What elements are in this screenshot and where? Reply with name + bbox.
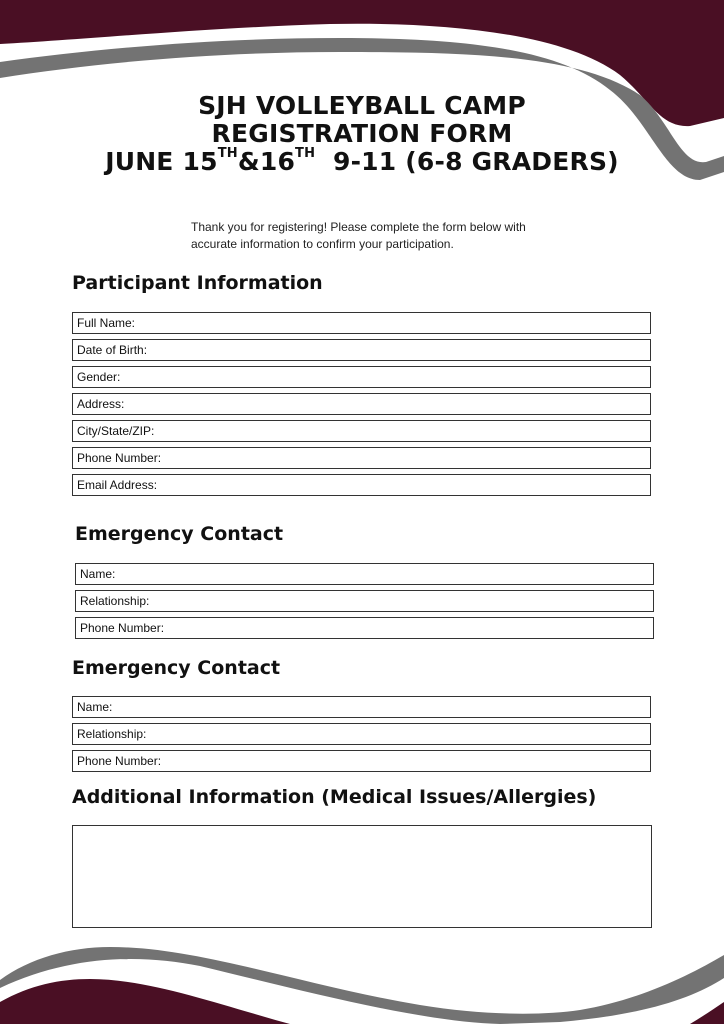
participant-field-city-state-zip[interactable]	[72, 420, 651, 442]
additional-info-heading: Additional Information (Medical Issues/Allergies)	[72, 786, 597, 808]
emergency2-field-phone-number[interactable]	[72, 750, 651, 772]
participant-field-phone-number[interactable]	[72, 447, 651, 469]
field-label: Full Name:	[77, 316, 136, 330]
emergency2-field-relationship[interactable]	[72, 723, 651, 745]
field-label: Name:	[77, 700, 113, 714]
field-label: Relationship:	[80, 594, 150, 608]
participant-field-full-name[interactable]	[72, 312, 651, 334]
field-label: Gender:	[77, 370, 121, 384]
emergency2-field-name[interactable]	[72, 696, 651, 718]
emergency1-field-relationship[interactable]	[75, 590, 654, 612]
emergency-contact-2-heading: Emergency Contact	[72, 657, 281, 679]
field-label: Address:	[77, 397, 125, 411]
title-line-3	[0, 148, 724, 176]
participant-field-email-address[interactable]	[72, 474, 651, 496]
emergency1-field-name[interactable]	[75, 563, 654, 585]
field-label: Date of Birth:	[77, 343, 148, 357]
emergency1-field-phone-number[interactable]	[75, 617, 654, 639]
title-line-2: REGISTRATION FORM	[211, 119, 513, 148]
participant-field-address[interactable]	[72, 393, 651, 415]
field-label: Email Address:	[77, 478, 158, 492]
date-2-suffix: TH	[295, 146, 316, 161]
additional-info-textarea[interactable]	[72, 825, 652, 928]
field-label: Phone Number:	[77, 754, 162, 768]
emergency-contact-1-heading: Emergency Contact	[75, 523, 284, 545]
participant-field-date-of-birth[interactable]	[72, 339, 651, 361]
field-label: Relationship:	[77, 727, 147, 741]
field-label: Phone Number:	[80, 621, 165, 635]
field-label: Phone Number:	[77, 451, 162, 465]
intro-text: Thank you for registering! Please complete the form below with accurate information to confirm your participation.	[191, 220, 526, 251]
date-2: &16	[237, 147, 296, 176]
date-1-suffix: TH	[217, 146, 238, 161]
participant-field-gender[interactable]	[72, 366, 651, 388]
date-1: JUNE 15	[105, 147, 218, 176]
form-title	[0, 92, 724, 176]
title-line-1: SJH VOLLEYBALL CAMP	[198, 91, 526, 120]
time-and-grades: 9-11 (6-8 GRADERS)	[315, 147, 619, 176]
field-label: Name:	[80, 567, 116, 581]
participant-heading: Participant Information	[72, 272, 323, 294]
field-label: City/State/ZIP:	[77, 424, 155, 438]
